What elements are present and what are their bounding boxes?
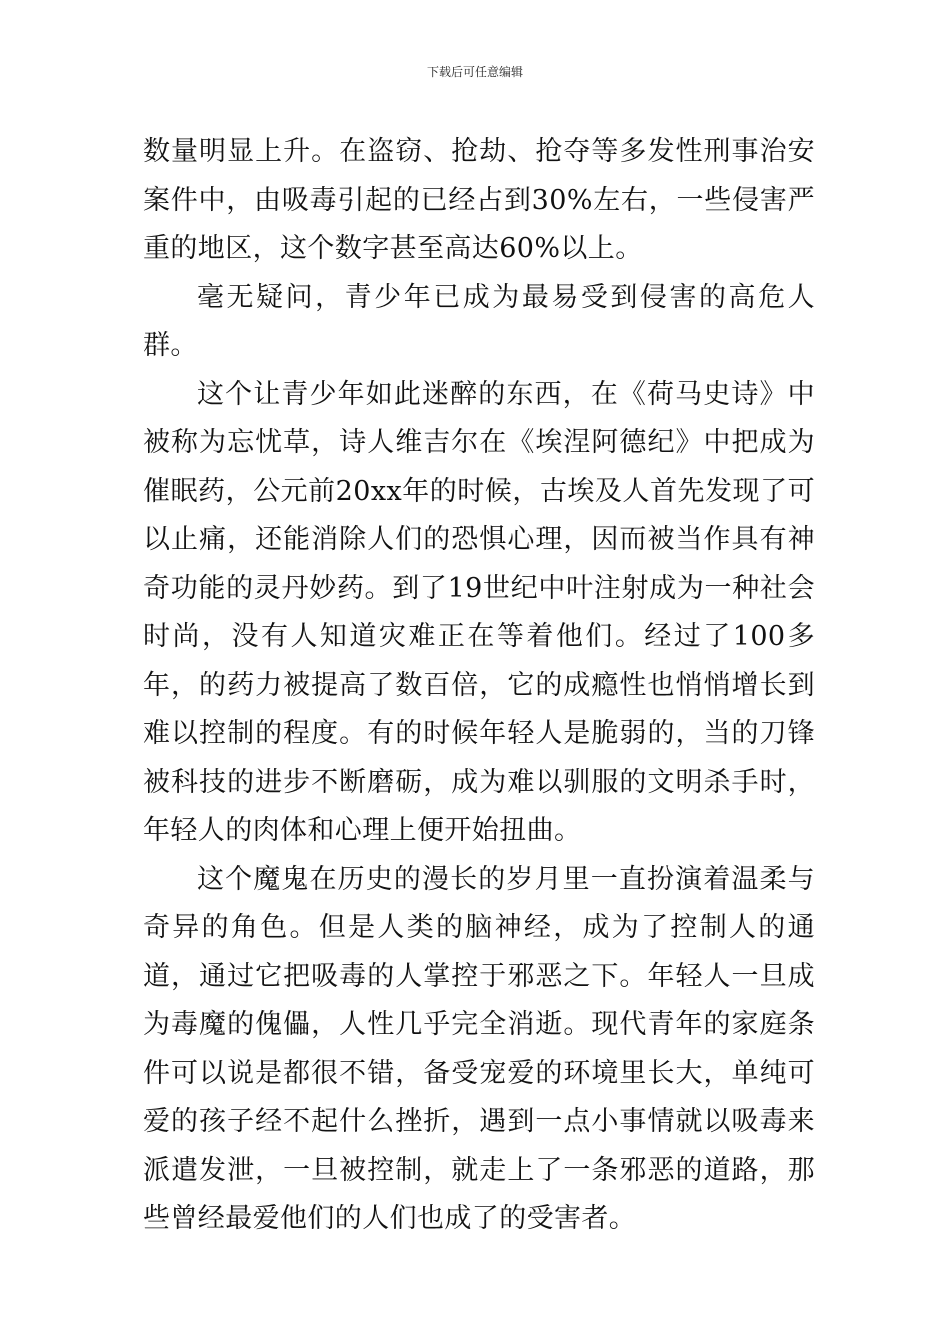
paragraph-2: 毫无疑问，青少年已成为最易受到侵害的高危人群。	[143, 281, 815, 361]
paragraph-1: 数量明显上升。在盗窃、抢劫、抢夺等多发性刑事治安案件中，由吸毒引起的已经占到30%左右，一些侵害严重的地区，这个数字甚至高达60%以上。	[143, 136, 815, 264]
document-body	[143, 128, 815, 1244]
paragraph-4: 这个魔鬼在历史的漫长的岁月里一直扮演着温柔与奇异的角色。但是人类的脑神经，成为了控制人的通道，通过它把吸毒的人掌控于邪恶之下。年轻人一旦成为毒魔的傀儡，人性几乎完全消逝。现代青年的家庭条件可以说是都很不错，备受宠爱的环境里长大，单纯可爱的孩子经不起什么挫折，遇到一点小事情就以吸毒来派遣发泄，一旦被控制，就走上了一条邪恶的道路，那些曾经最爱他们的人们也成了的受害者。	[143, 863, 815, 1234]
page-header: 下载后可任意编辑	[426, 65, 523, 79]
paragraph-3: 这个让青少年如此迷醉的东西，在《荷马史诗》中被称为忘忧草，诗人维吉尔在《埃涅阿德纪》中把成为催眠药，公元前20xx年的时候，古埃及人首先发现了可以止痛，还能消除人们的恐惧心理，因而被当作具有神奇功能的灵丹妙药。到了19世纪中叶注射成为一种社会时尚，没有人知道灾难正在等着他们。经过了100多年，的药力被提高了数百倍，它的成瘾性也悄悄增长到难以控制的程度。有的时候年轻人是脆弱的，当的刀锋被科技的进步不断磨砺，成为难以驯服的文明杀手时，年轻人的肉体和心理上便开始扭曲。	[143, 378, 815, 846]
